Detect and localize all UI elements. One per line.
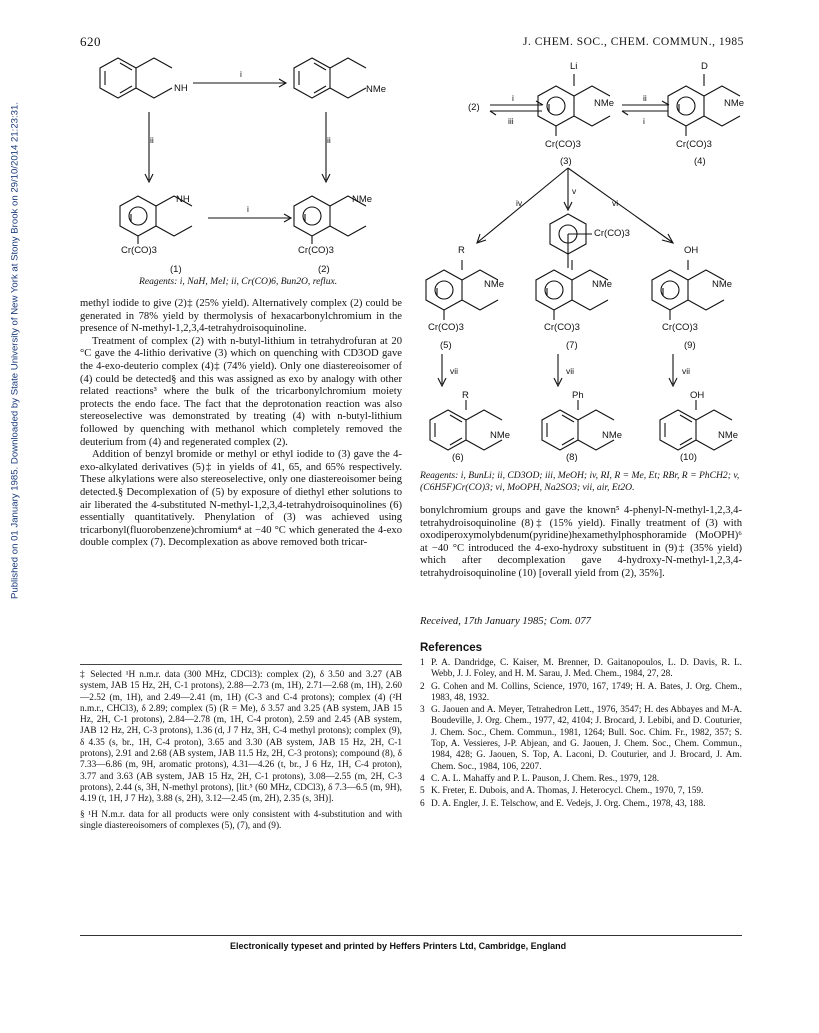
scheme-1-reagents: Reagents: i, NaH, MeI; ii, Cr(CO)6, Bun2O, reflux. (139, 276, 338, 287)
arrow-label: i (240, 69, 242, 79)
reference-item: 3 G. Jaouen and A. Meyer, Tetrahedron Lett., 1976, 3547; H. des Abbayes and M-A. Boudeville, J. Org. Chem., 1977, 42, 4104; J. Brocard, J. Lebibi, and D. Couturier, J. Chem. Soc., Chem. Commun., 1981, 1264; Bull. Soc. Chim. Fr., 1982, 357; S. Top, A. Vessieres, J-P. Abjean, and G. Jaouen, J. Chem. Soc., Chem. Commun., 1984, 428; G. Jaouen, S. Top, A. Laconi, D. Couturier, and J. Brocard, J. Am. Chem. Soc., 1984, 106, 2207. (420, 705, 742, 772)
structure-9 (650, 256, 740, 330)
metal-label: Cr(CO)3 (594, 228, 630, 239)
metal-label: Cr(CO)3 (662, 322, 698, 333)
label-nme: NMe (718, 430, 739, 441)
paragraph: Treatment of complex (2) with n-butyl-lithium in tetrahydrofuran at 20 °C gave the 4-lithio derivative (3) which on quenching with CD3OD gave the 4-exo-deuterio complex (4)‡ (74% yield). Only one diastereoisomer of (4) could be detected§ and this was assigned as exo by analogy with other related reactions³ where the bulk of the tricarbonylchromium moiety protects the endo face. The fact that the deprotonation reaction was also stereoselective was demonstrated by treating (4) with n-butyl-lithium followed by quenching with methanol which completely removed the deuterium from (4) and regenerated complex (2). (80, 335, 402, 448)
compound-10-number: (10) (680, 452, 697, 463)
reference-item: 4 C. A. L. Mahaffy and P. L. Pauson, J. Chem. Res., 1979, 128. (420, 773, 660, 784)
arrow-label: iv (516, 198, 523, 208)
arrow-label: vii (566, 366, 575, 376)
label-nh-1: NH (174, 83, 188, 94)
references-list (420, 658, 742, 811)
arrow-label: i (512, 93, 514, 103)
arrow-i-top (193, 78, 293, 88)
metal-label: Cr(CO)3 (676, 139, 712, 150)
arrow-label: vii (450, 366, 459, 376)
arrow-vii-1 (437, 354, 447, 390)
reference-item: 6 D. A. Engler, J. E. Telschow, and E. Vedejs, J. Org. Chem., 1978, 43, 188. (420, 798, 706, 809)
footer-divider (80, 935, 742, 936)
footnotes (80, 670, 402, 836)
compound-4-number: (4) (694, 156, 706, 167)
compound-1-number: (1) (170, 264, 182, 275)
substituent-r: R (458, 245, 465, 256)
compound-2-ref: (2) (468, 102, 480, 113)
structure-1-free (98, 54, 188, 104)
arrow-i-bottom (208, 213, 298, 223)
arrow-label: i (247, 204, 249, 214)
structure-8 (540, 398, 630, 450)
metal-label: Cr(CO)3 (298, 245, 334, 256)
label-nh-complex: NH (176, 194, 190, 205)
label-nme: NMe (724, 98, 745, 109)
arrow-label: iii (508, 116, 514, 126)
structure-3 (536, 72, 626, 146)
substituent-ph: Ph (572, 390, 584, 401)
label-nme-top: NMe (366, 84, 387, 95)
structure-nme-free (292, 54, 382, 104)
structure-4 (666, 72, 756, 146)
structure-5 (424, 256, 514, 330)
received-line: Received, 17th January 1985; Com. 077 (420, 616, 591, 627)
download-watermark: Published on 01 January 1985. Downloaded by State University of New York at Stony Brook on 29/10/2014 21:23:31. (9, 101, 21, 600)
paragraph: bonylchromium groups and gave the known⁵ 4-phenyl-N-methyl-1,2,3,4-tetrahydroisoquinoline (8)‡ (15% yield). Finally treatment of (3) with oxodiperoxymolybdenum(pyridine)hexamethylphosphoramide (MoOPH)⁶ at −40 °C introduced the 4-exo-hydroxy substituent in (9)‡ (35% yield) which after decomplexation gave 4-hydroxy-N-methyl-1,2,3,4-tetrahydroisoquinoline (10) [overall yield from (2), 35%]. (420, 505, 742, 579)
arrow-vii-2 (553, 354, 563, 390)
reference-item: 1 P. A. Dandridge, C. Kaiser, M. Brenner, D. Gaitanopoulos, L. D. Davis, R. L. Webb, J. J. Foley, and H. M. Sarau, J. Med. Chem., 1984, 27, 28. (420, 658, 742, 680)
compound-9-number: (9) (684, 340, 696, 351)
references-heading: References (420, 642, 483, 654)
metal-label: Cr(CO)3 (121, 245, 157, 256)
label-nme: NMe (484, 279, 505, 290)
label-nme: NMe (490, 430, 511, 441)
compound-2-number: (2) (318, 264, 330, 275)
lithio-label: Li (570, 61, 578, 72)
label-nme-complex: NMe (352, 194, 373, 205)
paragraph: Addition of benzyl bromide or methyl or ethyl iodide to (3) gave the 4-exo-alkylated derivatives (5)‡ in yields of 41, 65, and 65% respectively. These alkylations were also stereoselective, only one diastereoisomer being detected.§ Decomplexation of (5) by exposure of diethyl ether solutions to air liberated the 4-substituted N-methyl-1,2,3,4-tetrahydroisoquinolines (6) essentially quantitatively. Phenylation of (3) was achieved using tricarbonyl(fluorobenzene)chromium⁴ at −40 °C which generated the 4-exo double complex (7). Decomplexation as above removed both tricar- (80, 449, 402, 549)
arrow-label: ii (643, 93, 647, 103)
compound-3-number: (3) (560, 156, 572, 167)
metal-label: Cr(CO)3 (544, 322, 580, 333)
deuterio-label: D (701, 61, 708, 72)
label-nme: NMe (712, 279, 733, 290)
arrow-ii-left (144, 112, 154, 186)
structure-6 (428, 398, 518, 450)
arrow-label: ii (150, 135, 154, 145)
label-nme: NMe (594, 98, 615, 109)
substituent-oh: OH (684, 245, 699, 256)
metal-label: Cr(CO)3 (545, 139, 581, 150)
left-column (80, 298, 402, 550)
footnote: ‡ Selected ¹H n.m.r. data (300 MHz, CDCl3): complex (2), δ 3.50 and 3.27 (AB system, JAB 15 Hz, 2H, C-1 protons), 2.88—2.73 (m, 1H), 2.71—2.68 (m, 1H), 2.60—2.52 (m, 1H), and 2.49—2.41 (m, 1H) (C-3 and C-4 protons); complex (4) (²H n.m.r., CHCl3), δ 2.89; complex (5) (R = Me), δ 3.57 and 3.25 (AB system, JAB 15 Hz, 2H, C-1 protons), 2.84—2.78 (m, 1H, C-4 proton), 2.59 and 2.45 (AB system, JAB 12 Hz, 2H, C-3 protons), 1.36 (d, J 7 Hz, 3H, C-4 methyl protons); complex (9), δ 4.35 (s, br., 1H, C-4 proton), 3.65 and 3.30 (AB system, JAB 15 Hz, 2H, C-1 protons), 2.91 and 2.68 (AB system, JAB 11.5 Hz, 2H, C-3 protons); compound (8), δ 7.33—6.86 (m, 9H, aromatic protons), 4.31—4.26 (t, br., J 6 Hz, 1H, C-4 proton), 3.77 and 3.63 (AB system, JAB 15 Hz, 2H, C-1 protons), 3.08—2.55 (m, 2H, C-3 protons), 2.44 (s, 3H, N-methyl protons), [lit.⁵ (60 MHz, CDCl3), δ 7.3—6.5 (m, 9H), 4.19 (t, 1H, J 7 Hz), 3.88 (s, 2H), 3.12—2.45 (m, 2H), 2.35 (s, 3H)]. (80, 670, 402, 805)
arrow-label: vii (682, 366, 691, 376)
paragraph: methyl iodide to give (2)‡ (25% yield). Alternatively complex (2) could be generated in 78% yield by thermolysis of hexacarbonylchromium in the presence of N-methyl-1,2,3,4-tetrahydroisoquinoline. (80, 298, 402, 335)
printer-footer: Electronically typeset and printed by Heffers Printers Ltd, Cambridge, England (230, 941, 567, 951)
arrow-label: v (572, 186, 577, 196)
label-nme: NMe (592, 279, 613, 290)
structure-7 (534, 256, 624, 330)
page-number: 620 (80, 34, 101, 49)
reference-item: 2 G. Cohen and M. Collins, Science, 1970, 167, 1749; H. A. Bates, J. Org. Chem., 1983, 48, 1932. (420, 681, 742, 703)
substituent-r: R (462, 390, 469, 401)
metal-label: Cr(CO)3 (428, 322, 464, 333)
footnote: § ¹H N.m.r. data for all products were only consistent with 4-substitution and with single diastereoisomers of complexes (5), (7), and (9). (80, 809, 402, 831)
reference-item: 5 K. Freter, E. Dubois, and A. Thomas, J. Heterocycl. Chem., 1970, 7, 159. (420, 786, 704, 797)
scheme-2-reagents: Reagents: i, BunLi; ii, CD3OD; iii, MeOH; iv, RI, R = Me, Et; RBr, R = PhCH2; v, (C6H5F)Cr(CO)3; vi, MoOPH, Na2SO3; vii, air, Et2O. (420, 470, 740, 493)
footnote-divider (80, 664, 402, 665)
arrow-label: ii (327, 135, 331, 145)
substituent-oh: OH (690, 390, 705, 401)
arrow-label: vi (612, 198, 619, 208)
arrow-label: i (643, 116, 645, 126)
label-nme: NMe (602, 430, 623, 441)
journal-header: J. CHEM. SOC., CHEM. COMMUN., 1985 (523, 36, 744, 48)
compound-6-number: (6) (452, 452, 464, 463)
right-column (420, 505, 742, 581)
arrow-ii-right (321, 112, 331, 186)
compound-8-number: (8) (566, 452, 578, 463)
compound-7-number: (7) (566, 340, 578, 351)
structure-10 (658, 398, 748, 450)
compound-5-number: (5) (440, 340, 452, 351)
arrow-equilibrium-2 (622, 101, 672, 115)
arrow-vii-3 (668, 354, 678, 390)
